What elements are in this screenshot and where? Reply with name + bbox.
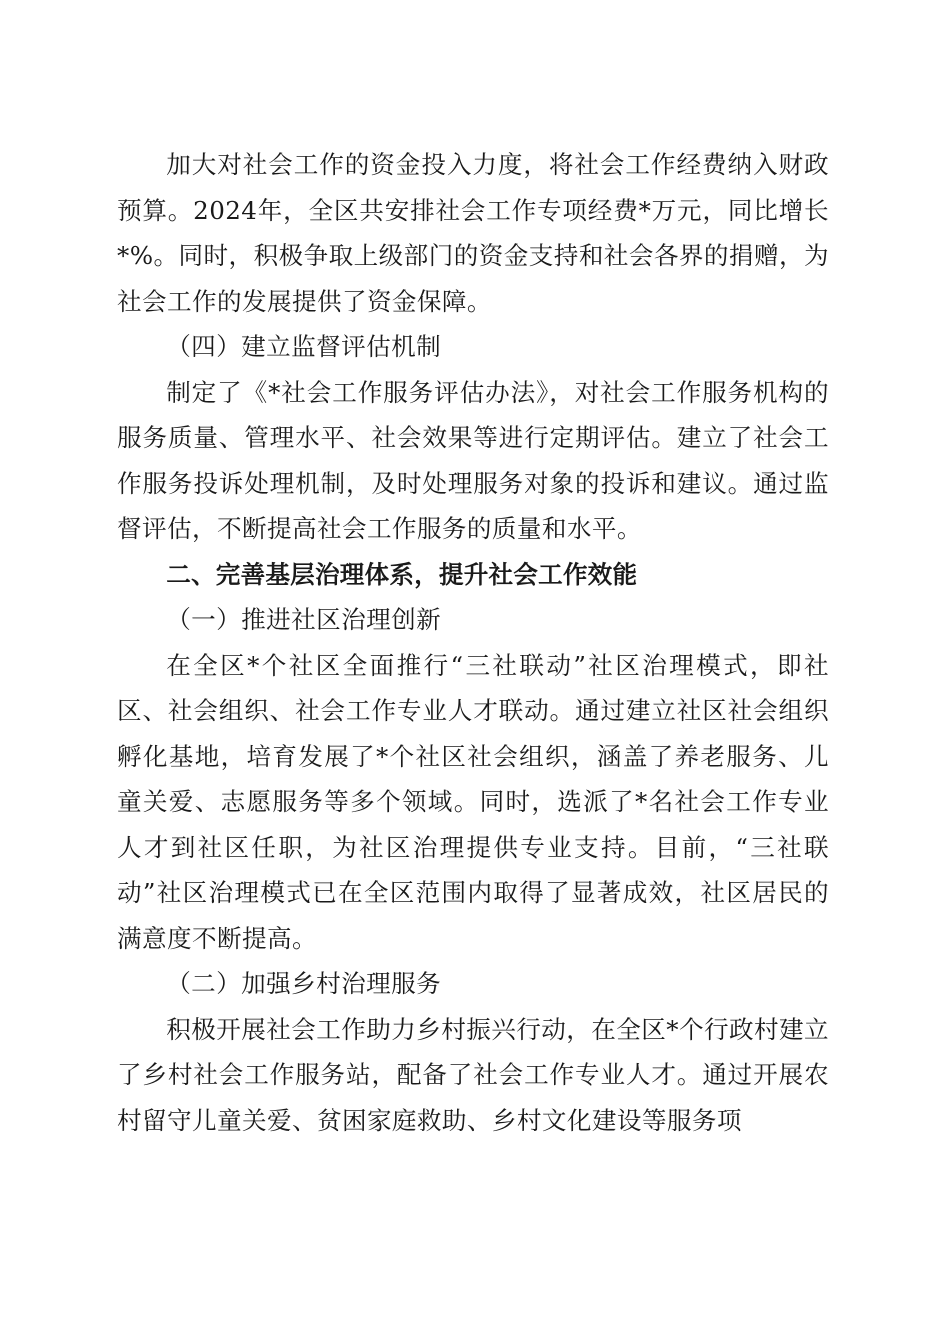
document-body xyxy=(117,142,829,1143)
paragraph-community-governance: 在全区*个社区全面推行“三社联动”社区治理模式，即社区、社会组织、社会工作专业人才联动。通过建立社区社会组织孵化基地，培育发展了*个社区社会组织，涵盖了养老服务、儿童关爱、志愿服务等多个领域。同时，选派了*名社会工作专业人才到社区任职，为社区治理提供专业支持。目前，“三社联动”社区治理模式已在全区范围内取得了显著成效，社区居民的满意度不断提高。 xyxy=(117,650,829,953)
subheading-community-governance: （一）推进社区治理创新 xyxy=(166,605,442,634)
paragraph-rural-governance: 积极开展社会工作助力乡村振兴行动，在全区*个行政村建立了乡村社会工作服务站，配备了社会工作专业人才。通过开展农村留守儿童关爱、贫困家庭救助、乡村文化建设等服务项 xyxy=(117,1014,829,1135)
section-heading-grassroots-governance: 二、完善基层治理体系，提升社会工作效能 xyxy=(166,559,638,589)
paragraph-funding: 加大对社会工作的资金投入力度，将社会工作经费纳入财政预算。2024年，全区共安排社会工作专项经费*万元，同比增长*%。同时，积极争取上级部门的资金支持和社会各界的捐赠，为社会工作的发展提供了资金保障。 xyxy=(117,150,829,316)
subheading-rural-governance: （二）加强乡村治理服务 xyxy=(166,969,442,998)
subheading-supervision-evaluation: （四）建立监督评估机制 xyxy=(166,332,442,361)
paragraph-evaluation: 制定了《*社会工作服务评估办法》，对社会工作服务机构的服务质量、管理水平、社会效果等进行定期评估。建立了社会工作服务投诉处理机制，及时处理服务对象的投诉和建议。通过监督评估，不断提高社会工作服务的质量和水平。 xyxy=(117,377,829,543)
